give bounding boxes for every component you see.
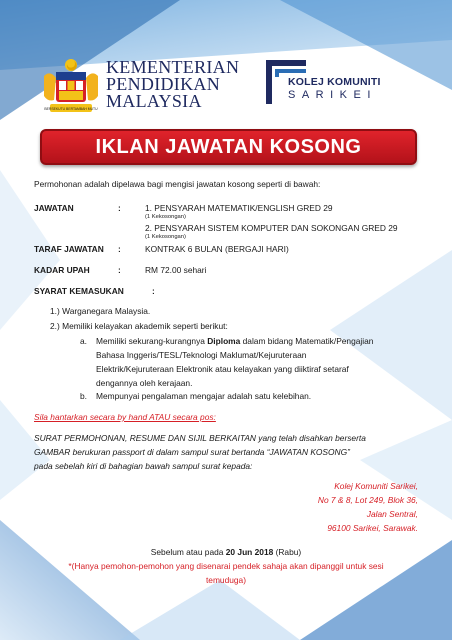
- jawatan-item-2: 2. PENSYARAH SISTEM KOMPUTER DAN SOKONGAN GRED 29: [145, 223, 398, 233]
- ministry-line-3: MALAYSIA: [106, 91, 202, 111]
- syarat-sub-a-line-1: [96, 336, 373, 346]
- syarat-sub-a-marker: a.: [80, 336, 87, 346]
- syarat-sub-b-marker: b.: [80, 391, 87, 401]
- footnote-line-1: *(Hanya pemohon-pemohon yang disenarai pendek sahaja akan dipanggil untuk sesi: [68, 561, 384, 571]
- syarat-item-2: 2.) Memiliki kelayakan akademik seperti berikut:: [50, 321, 228, 331]
- taraf-value: KONTRAK 6 BULAN (BERGAJI HARI): [145, 244, 289, 254]
- submission-line-2: GAMBAR berukuran passport di dalam sampul surat bertanda “JAWATAN KOSONG”: [34, 447, 350, 457]
- ministry-line-2: PENDIDIKAN: [106, 74, 220, 94]
- submission-line-3: pada sebelah kiri di bahagian bawah sampul surat kepada:: [34, 461, 253, 471]
- college-name: KOLEJ KOMUNITI: [288, 76, 381, 88]
- intro-text: Permohonan adalah dipelawa bagi mengisi jawatan kosong seperti di bawah:: [34, 179, 321, 189]
- address-line-2: No 7 & 8, Lot 249, Blok 36,: [317, 495, 418, 505]
- syarat-sub-a-diploma: Diploma: [207, 336, 241, 346]
- jawatan-colon: :: [118, 203, 121, 213]
- syarat-sub-b: Mempunyai pengalaman mengajar adalah satu kelebihan.: [96, 391, 312, 401]
- kadar-value: RM 72.00 sehari: [145, 265, 207, 275]
- kadar-colon: :: [118, 265, 121, 275]
- syarat-colon: :: [152, 286, 155, 296]
- syarat-sub-a-line-2: Bahasa Inggeris/TESL/Teknologi Maklumat/Kejuruteraan: [96, 350, 307, 360]
- jawatan-item-1-note: (1 Kekosongan): [145, 214, 186, 220]
- syarat-item-1: 1.) Warganegara Malaysia.: [50, 306, 151, 316]
- submission-heading: Sila hantarkan secara by hand ATAU secara pos:: [34, 412, 216, 422]
- footnote-line-2: temuduga): [205, 575, 247, 585]
- syarat-sub-a-line-3: Elektrik/Kejuruteraan Elektronik atau kelayakan yang diiktiraf setaraf: [96, 364, 349, 374]
- syarat-label: SYARAT KEMASUKAN: [34, 286, 124, 296]
- deadline-text: [0, 547, 452, 557]
- header: [0, 0, 452, 120]
- taraf-label: TARAF JAWATAN: [34, 244, 104, 254]
- jawatan-label: JAWATAN: [34, 203, 74, 213]
- malaysia-coat-of-arms-icon: [40, 58, 102, 116]
- address-line-4: 96100 Sarikei, Sarawak.: [327, 523, 418, 533]
- deadline-date: 20 Jun 2018: [225, 547, 274, 557]
- taraf-colon: :: [118, 244, 121, 254]
- submission-line-1: SURAT PERMOHONAN, RESUME DAN SIJIL BERKAITAN yang telah disahkan berserta: [34, 433, 366, 443]
- deadline-pre: Sebelum atau pada: [150, 547, 226, 557]
- address-line-1: Kolej Komuniti Sarikei,: [334, 481, 418, 491]
- address-line-3: Jalan Sentral,: [366, 509, 418, 519]
- ministry-line-1: KEMENTERIAN: [106, 57, 240, 77]
- crest-motto-text: BERSEKUTU BERTAMBAH MUTU: [44, 107, 98, 111]
- deadline-post: (Rabu): [273, 547, 302, 557]
- syarat-sub-a-post: dalam bidang Matematik/Pengajian: [240, 336, 374, 346]
- kadar-label: KADAR UPAH: [34, 265, 90, 275]
- ministry-wordmark: [106, 59, 239, 110]
- title-banner: IKLAN JAWATAN KOSONG: [40, 129, 417, 165]
- jawatan-item-2-note: (1 Kekosongan): [145, 234, 186, 240]
- jawatan-item-1: 1. PENSYARAH MATEMATIK/ENGLISH GRED 29: [145, 203, 333, 213]
- syarat-sub-a-pre: Memiliki sekurang-kurangnya: [96, 336, 208, 346]
- syarat-sub-a-line-4: dengannya oleh kerajaan.: [96, 378, 193, 388]
- college-subname: SARIKEI: [288, 89, 377, 101]
- kolej-komuniti-logo: [266, 56, 416, 112]
